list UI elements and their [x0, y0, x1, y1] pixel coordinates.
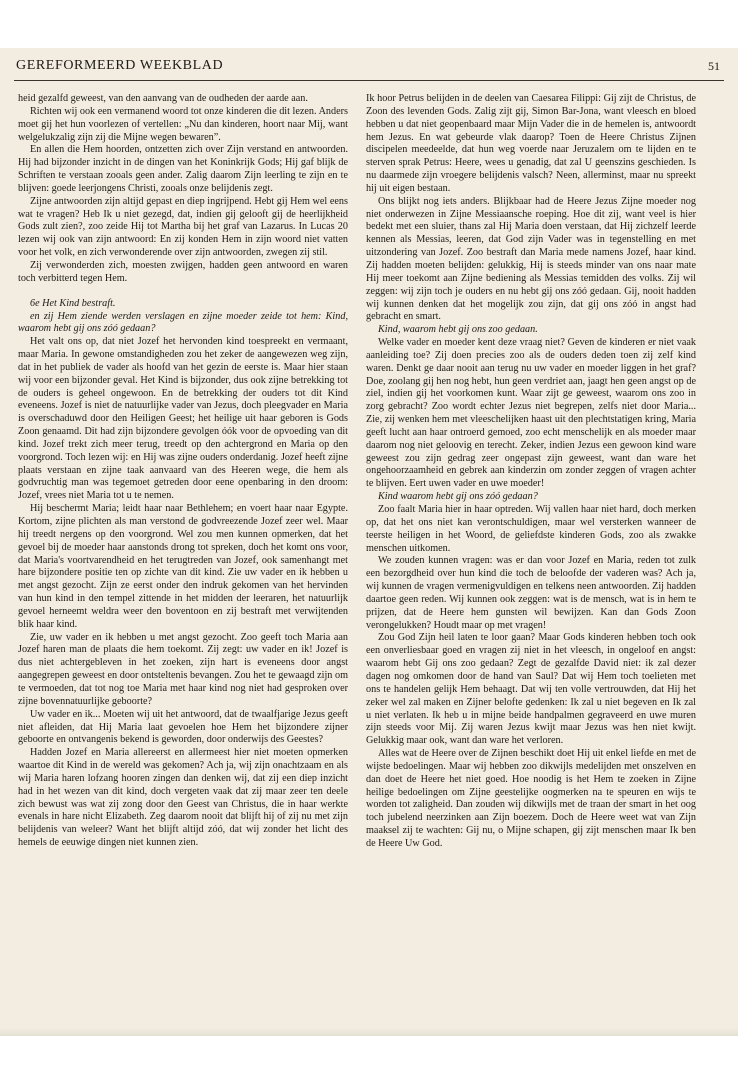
paragraph: heid gezalfd geweest, van den aanvang van de oudheden der aarde aan. — [18, 93, 308, 104]
left-column — [18, 93, 348, 850]
paragraph: Richten wij ook een vermanend woord tot onze kinderen die dit lezen. Anders moet gij het hun voorlezen of vertellen: „Nu dan kinderen, hoort naar Mij, want welgelukzalig zijn zij die Mijne wegen bewaren”. — [18, 105, 348, 143]
paragraph: Uw vader en ik... Moeten wij uit het antwoord, dat de twaalfjarige Jezus geeft niet afleiden, dat Hij Maria laat gevoelen hoe Hem het bijzondere zijner geboorte en ontvangenis bekend is geworden, door onderwijs des Geestes? — [18, 708, 348, 746]
paragraph: Welke vader en moeder kent deze vraag niet? Geven de kinderen er niet vaak aanleiding toe? Zij doen precies zoo als de ouders deden toen zij zelf kind waren. Denkt ge daar nooit aan terug nu uw vader en moeder liggen in het graf? Doe, zoolang gij hen nog hebt, hun geen verdriet aan, jaagt hen geen angst op de ziel, indien gij het voorkomen kunt. Waar zijt ge geweest, waarom ons zoo in zorg gebracht? Zoo wordt echter Jezus niet begrepen, zelfs niet door Maria... Zie, zij wenken hem met vleeschelijken haast uit den plechtstatigen kring, Maria geeft lucht aan haar ontroerd gemoed, zoo echt menschelijk en als moeder maar daarom nog niet geloovig en terecht. Zeker, indien Jezus een gewoon kind ware geweest zou zijn gedrag zeer ongepast zijn geweest, want dan ware het ongehoorzaamheid en gebrek aan kinderzin om zonder zeggen of vragen achter te blijven. Eert uwen vader en uwe moeder! — [366, 337, 696, 490]
header-rule — [14, 80, 724, 81]
magazine-sheet — [0, 48, 738, 1036]
paragraph: Het valt ons op, dat niet Jozef het hervonden kind toespreekt en vermaant, maar Maria. In gewone omstandigheden zou het zeker de aangewezen weg zijn, dat in het publiek de vader als hoofd van het gezin de eerste is. Maar hier staan wij voor een bijzonder geval. Het Kind is bijzonder, dus ook zijne betrekking tot de ouders is geheel ongewoon. En de betrekking der ouders tot dit Kind eveneens. Jozef is niet de natuurlijke vader van Jezus, doch pleegvader en Maria is overschaduwd door den Heiligen Geest; het heilige uit haar geboren is Gods Zoon genaamd. Dit had zijn bijzondere gevolgen óók voor de opvoeding van dit kind. Jozef trekt zich meer terug, treedt op den achtergrond en Maria op den voorgrond. Toch lezen wij: en Hij was zijne ouders onderdanig. Jozef heeft zijne plaats verstaan en zijne taak aanvaard van des Heeren wege, die hem als godvruchtig man was tegemoet getreden door eene openbaring in den droom: Jozef, vrees niet Maria tot u te nemen. — [18, 336, 348, 502]
paragraph: Alles wat de Heere over de Zijnen beschikt doet Hij uit enkel liefde en met de wijste bedoelingen. Maar wij hebben zoo dikwijls medelijden met onszelven en dan doet de Heere het niet goed. Hoe noodig is het Hem te zoeken in Zijne heilige bedoelingen om Zijne geestelijke oogmerken na te speuren en wijs te worden tot zaligheid. Dan zouden wij dikwijls met de traan der smart in het oog toch jubelend neerzinken aan Zijn boezem. Doch de Heere weet wat van Zijn maaksel zij te wachten: Gij nu, o Mijne schapen, gij zijt menschen maar Ik ben de Heere Uw God. — [366, 748, 696, 849]
paragraph: Hij beschermt Maria; leidt haar naar Bethlehem; en voert haar naar Egypte. Kortom, zijne plichten als man verstond de godvreezende Jozef zeer wel. Maar hij treedt nergens op den voorgrond. Wel zou men kunnen opmerken, dat het gevoel bij de moeder haar aanstonds drong tot spreken, doch het komt ons voor, dat Maria's voortvarendheid en het terugtreden van Jozef, ook samenhangt met hare bijzondere positie ten op zichte van dit kind. Zie uw vader en ik hebben u met angst gezocht. Zijn ze eerst onder den indruk gekomen van het hervinden van hun kind in den tempel zittende in het midden der leeraren, het natuurlijk gevoel herneemt weldra weer den boventoon en zij bestraft met verwijtenden blik haar kind. — [18, 503, 348, 630]
scripture-quote: en zij Hem ziende werden verslagen en zijne moeder zeide tot hem: Kind, waarom hebt gij ons zóó gedaan? — [18, 310, 348, 335]
quote-line: Kind waarom hebt gij ons zóó gedaan? — [378, 491, 538, 503]
paragraph: Zijne antwoorden zijn altijd gepast en diep ingrijpend. Hebt gij Hem wel eens wat te vragen? Heb Ik u niet gezegd, dat, indien gij gelooft gij de heerlijkheid Gods zult zien?, zoo zeide Hij tot Martha bij het graf van Lazarus. In Lucas 20 lezen wij ook van zijn antwoord: En zij konden Hem in zijn woord niet vatten voor het volk, en zich verwonderende over zijn antwoorden, zwegen zij stil. — [18, 195, 348, 259]
right-column — [366, 93, 696, 851]
paragraph: En allen die Hem hoorden, ontzetten zich over Zijn verstand en antwoorden. Hij had bijzonder inzicht in de dingen van het Koninkrijk Gods; Hij gaf blijk de Schriften te verstaan zooals geen ander. Zalig daarom Zijn leerling te zijn en te blijven: goede leerjongens Christi, zooals onze belijdenis zegt. — [18, 144, 348, 194]
paragraph: Zou God Zijn heil laten te loor gaan? Maar Gods kinderen hebben toch ook een onverliesbaar goed en vragen zij niet in het vleesch, in ongeloof en angst: waarom hebt Gij ons zoo gedaan? Zegt de gezalfde David niet: ik zal dezer dagen nog omkomen door de hand van Saul? Dat wij Hem toch toelieten met ons te handelen gelijk Hem behaagt. Dat wij ten volle vertrouwden, dat Hij het zeker wel zal maken en Zijner belofte gedenken: Ik zal u niet begeven en Ik zal u niet verlaten. Ik heb u in mijne beide handpalmen gegraveerd en uwe muren zijn steeds voor Mij. Zij waren Jezus kwijt maar Jezus was hen niet kwijt. Gelukkig maar ook, want dan ware het verloren. — [366, 632, 696, 747]
paragraph: Hadden Jozef en Maria allereerst en allermeest hier niet moeten opmerken waartoe dit Kind in de wereld was gekomen? Ach ja, wij zijn onachtzaam en als wij Maria haren lofzang hooren zingen dan denken wij, dat zij een diep inzicht had in het wezen van dit kind, doch vergeten vaak dat zij maar zeer ten deele zich bewust was wat zij zong door den Geest van Christus, die in haar werkte evenals in hare nicht Elizabeth. Zeg daarom nooit dat blijft hij of zij nu met zijn belijdenis van weleer? Want het blijft altijd zóó, dat wij zonder het licht des hemels de eeuwige dingen niet kunnen zien. — [18, 747, 348, 849]
quote-line: Kind, waarom hebt gij ons zoo gedaan. — [378, 324, 538, 336]
paragraph: Ik hoor Petrus belijden in de deelen van Caesarea Filippi: Gij zijt de Christus, de Zoon des levenden Gods. Zalig zijt gij, Simon Bar-Jona, want vleesch en bloed hebben u dat niet geopenbaard maar Mijn Vader die in de hemelen is, antwoordt hem Jezus. En wat gebeurde vlak daarop? Toen de Heere Christus Zijnen discipelen meedeelde, dat hun weg voerde naar Jeruzalem om te lijden en te sterven sprak Petrus: Heere, wees u genadig, dat zal U geenszins geschieden. Is nu daarmede zijn vroegere belijdenis valsch? Neen, allerminst, maar nu spreekt hij uit eigen bestaan. — [366, 93, 696, 194]
scan-edge-shadow — [0, 1028, 738, 1036]
running-title: GEREFORMEERD WEEKBLAD — [16, 58, 224, 73]
page-number: 51 — [708, 59, 720, 73]
section-heading: 6e Het Kind bestraft. — [30, 297, 116, 309]
paragraph: Ons blijkt nog iets anders. Blijkbaar had de Heere Jezus Zijne moeder nog niet onderwezen in Zijne Messiaansche roeping. Hoe dit zij, want veel is hier bedekt met een sluier, thans zal Hij Maria doen verstaan, dat Hij zichzelf leerde kennen als Messias, leeren, dat God zijn Vader was in tegenstelling en met uitzondering van Jozef. Zoo bestraft dan Maria mede namens Jozef, haar kind. Zij hadden moeten belijden: gelukkig, Hij is steeds minder van ons naar mate Hij meer toekomt aan Zijne bediening als Messias temidden des volks. Zij wil zeggen: wij zijn toch je ouders en nu hebt gij ons zóó gedaan. Gij, nooit hadden wij kunnen denken dat het mogelijk zou zijn, dat gij ons zóó in angst had gebracht en smart. — [366, 195, 696, 323]
paragraph: Zoo faalt Maria hier in haar optreden. Wij vallen haar niet hard, doch merken op, dat het ons niet kan verontschuldigen, maar wel versterken wanneer de teerste heiligen in het Woord, de geliefdste kinderen Gods, zoo als zwakke menschen uitkomen. — [366, 504, 696, 554]
paragraph: We zouden kunnen vragen: was er dan voor Jozef en Maria, reden tot zulk een bezorgdheid over hun kind die toch de beloofde der vaderen was? Ach ja, wij kunnen de vragen vermenigvuldigen en telkens neen antwoorden. Zij hadden daartoe geen reden. Wij kunnen ook zeggen: wat is de mensch, wat is in hem te prijzen, dat de Heere hem gunsten wil bewijzen. Kan dan Gods Zoon verongelukken? Houdt maar op met vragen! — [366, 555, 696, 631]
paragraph: Zie, uw vader en ik hebben u met angst gezocht. Zoo geeft toch Maria aan Jozef haren man de plaats die hem toekomt. Zij zegt: uw vader en ik! Jozef is dus niet achtergebleven in het zoeken, zijn hart is eveneens door angst aangegrepen geweest en door ontsteltenis bevangen. Zou het te gewaagd zijn om te vermoeden, dat tot nog toe Maria met haar kind nog niet had gesproken over zijne bovennatuurlijke geboorte? — [18, 631, 348, 707]
paragraph: Zij verwonderden zich, moesten zwijgen, hadden geen antwoord en waren toch verbitterd tegen Hem. — [18, 259, 348, 284]
